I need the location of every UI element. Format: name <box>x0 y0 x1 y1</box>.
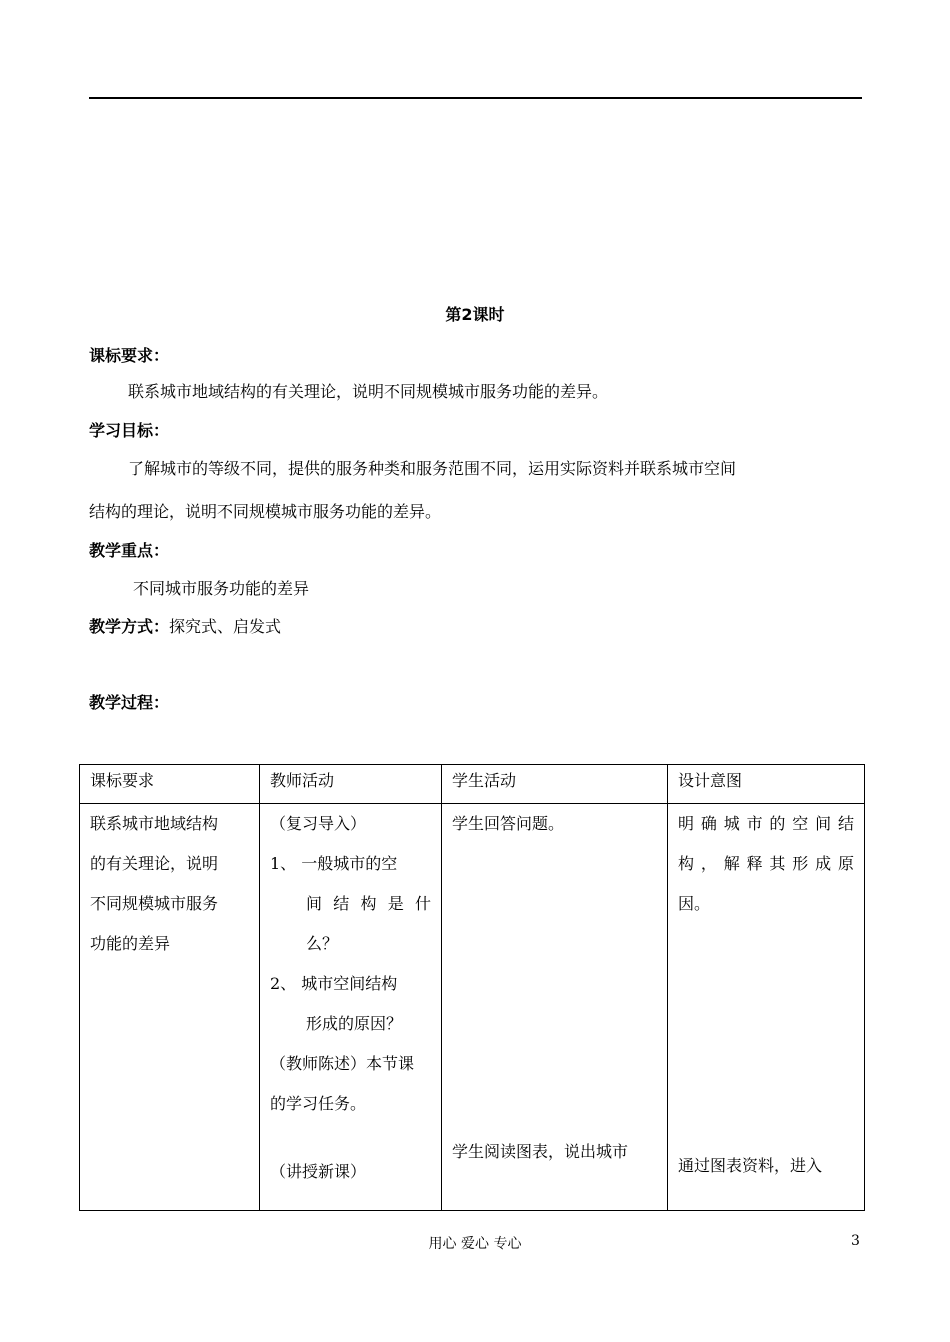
cell-line: 形成的原因？ <box>306 1014 403 1033</box>
table-cell-intent <box>668 804 865 1211</box>
lesson-table <box>79 764 865 1211</box>
goals-text-line1: 了解城市的等级不同，提供的服务种类和服务范围不同，运用实际资料并联系城市空间 <box>128 459 737 478</box>
cell-line: 学生回答问题。 <box>452 814 565 833</box>
cell-line: 功能的差异 <box>90 934 171 953</box>
goals-text-line2: 结构的理论，说明不同规模城市服务功能的差异。 <box>89 502 442 521</box>
lesson-title: 第2课时 <box>445 305 505 324</box>
table-header-cell: 课标要求 <box>80 765 260 804</box>
cell-line: （复习导入） <box>270 814 367 833</box>
goals-heading: 学习目标： <box>89 421 170 440</box>
focus-text: 不同城市服务功能的差异 <box>133 579 310 598</box>
cell-line: 间结构是什 <box>306 894 431 913</box>
cell-line: 明确城市的空间结 <box>678 814 854 833</box>
table-header-cell: 设计意图 <box>668 765 865 804</box>
table-row <box>80 804 865 1211</box>
table-cell-student <box>442 804 668 1211</box>
requirements-heading: 课标要求： <box>89 346 170 365</box>
cell-line: 的有关理论，说明 <box>90 854 219 873</box>
focus-heading: 教学重点： <box>89 541 170 560</box>
page-number: 3 <box>851 1233 860 1249</box>
cell-line: 联系城市地域结构 <box>90 814 219 833</box>
footer-text: 用心 爱心 专心 <box>428 1236 522 1252</box>
table-header-cell: 教师活动 <box>260 765 442 804</box>
cell-line: 因。 <box>678 894 711 913</box>
cell-line: 通过图表资料，进入 <box>678 1156 823 1175</box>
cell-line: 构，解释其形成原 <box>678 854 854 873</box>
cell-line: （教师陈述）本节课 <box>270 1054 415 1073</box>
cell-line: 学生阅读图表，说出城市 <box>452 1142 629 1161</box>
method-text: 探究式、启发式 <box>169 617 282 636</box>
cell-line: （讲授新课） <box>270 1162 367 1181</box>
method-heading: 教学方式： <box>89 617 170 636</box>
requirements-text: 联系城市地域结构的有关理论，说明不同规模城市服务功能的差异。 <box>128 382 609 401</box>
process-heading: 教学过程： <box>89 693 170 712</box>
table-header-cell: 学生活动 <box>442 765 668 804</box>
cell-line: 么？ <box>306 934 339 953</box>
table-header-row <box>80 765 865 804</box>
table-cell-teacher <box>260 804 442 1211</box>
table-cell-requirements <box>80 804 260 1211</box>
cell-line <box>270 1128 431 1156</box>
cell-line: 2、 城市空间结构 <box>270 974 398 993</box>
header-rule <box>89 97 862 99</box>
cell-line: 1、 一般城市的空 <box>270 854 398 873</box>
method-line <box>89 617 281 637</box>
cell-line: 不同规模城市服务 <box>90 894 219 913</box>
cell-line: 的学习任务。 <box>270 1094 367 1113</box>
